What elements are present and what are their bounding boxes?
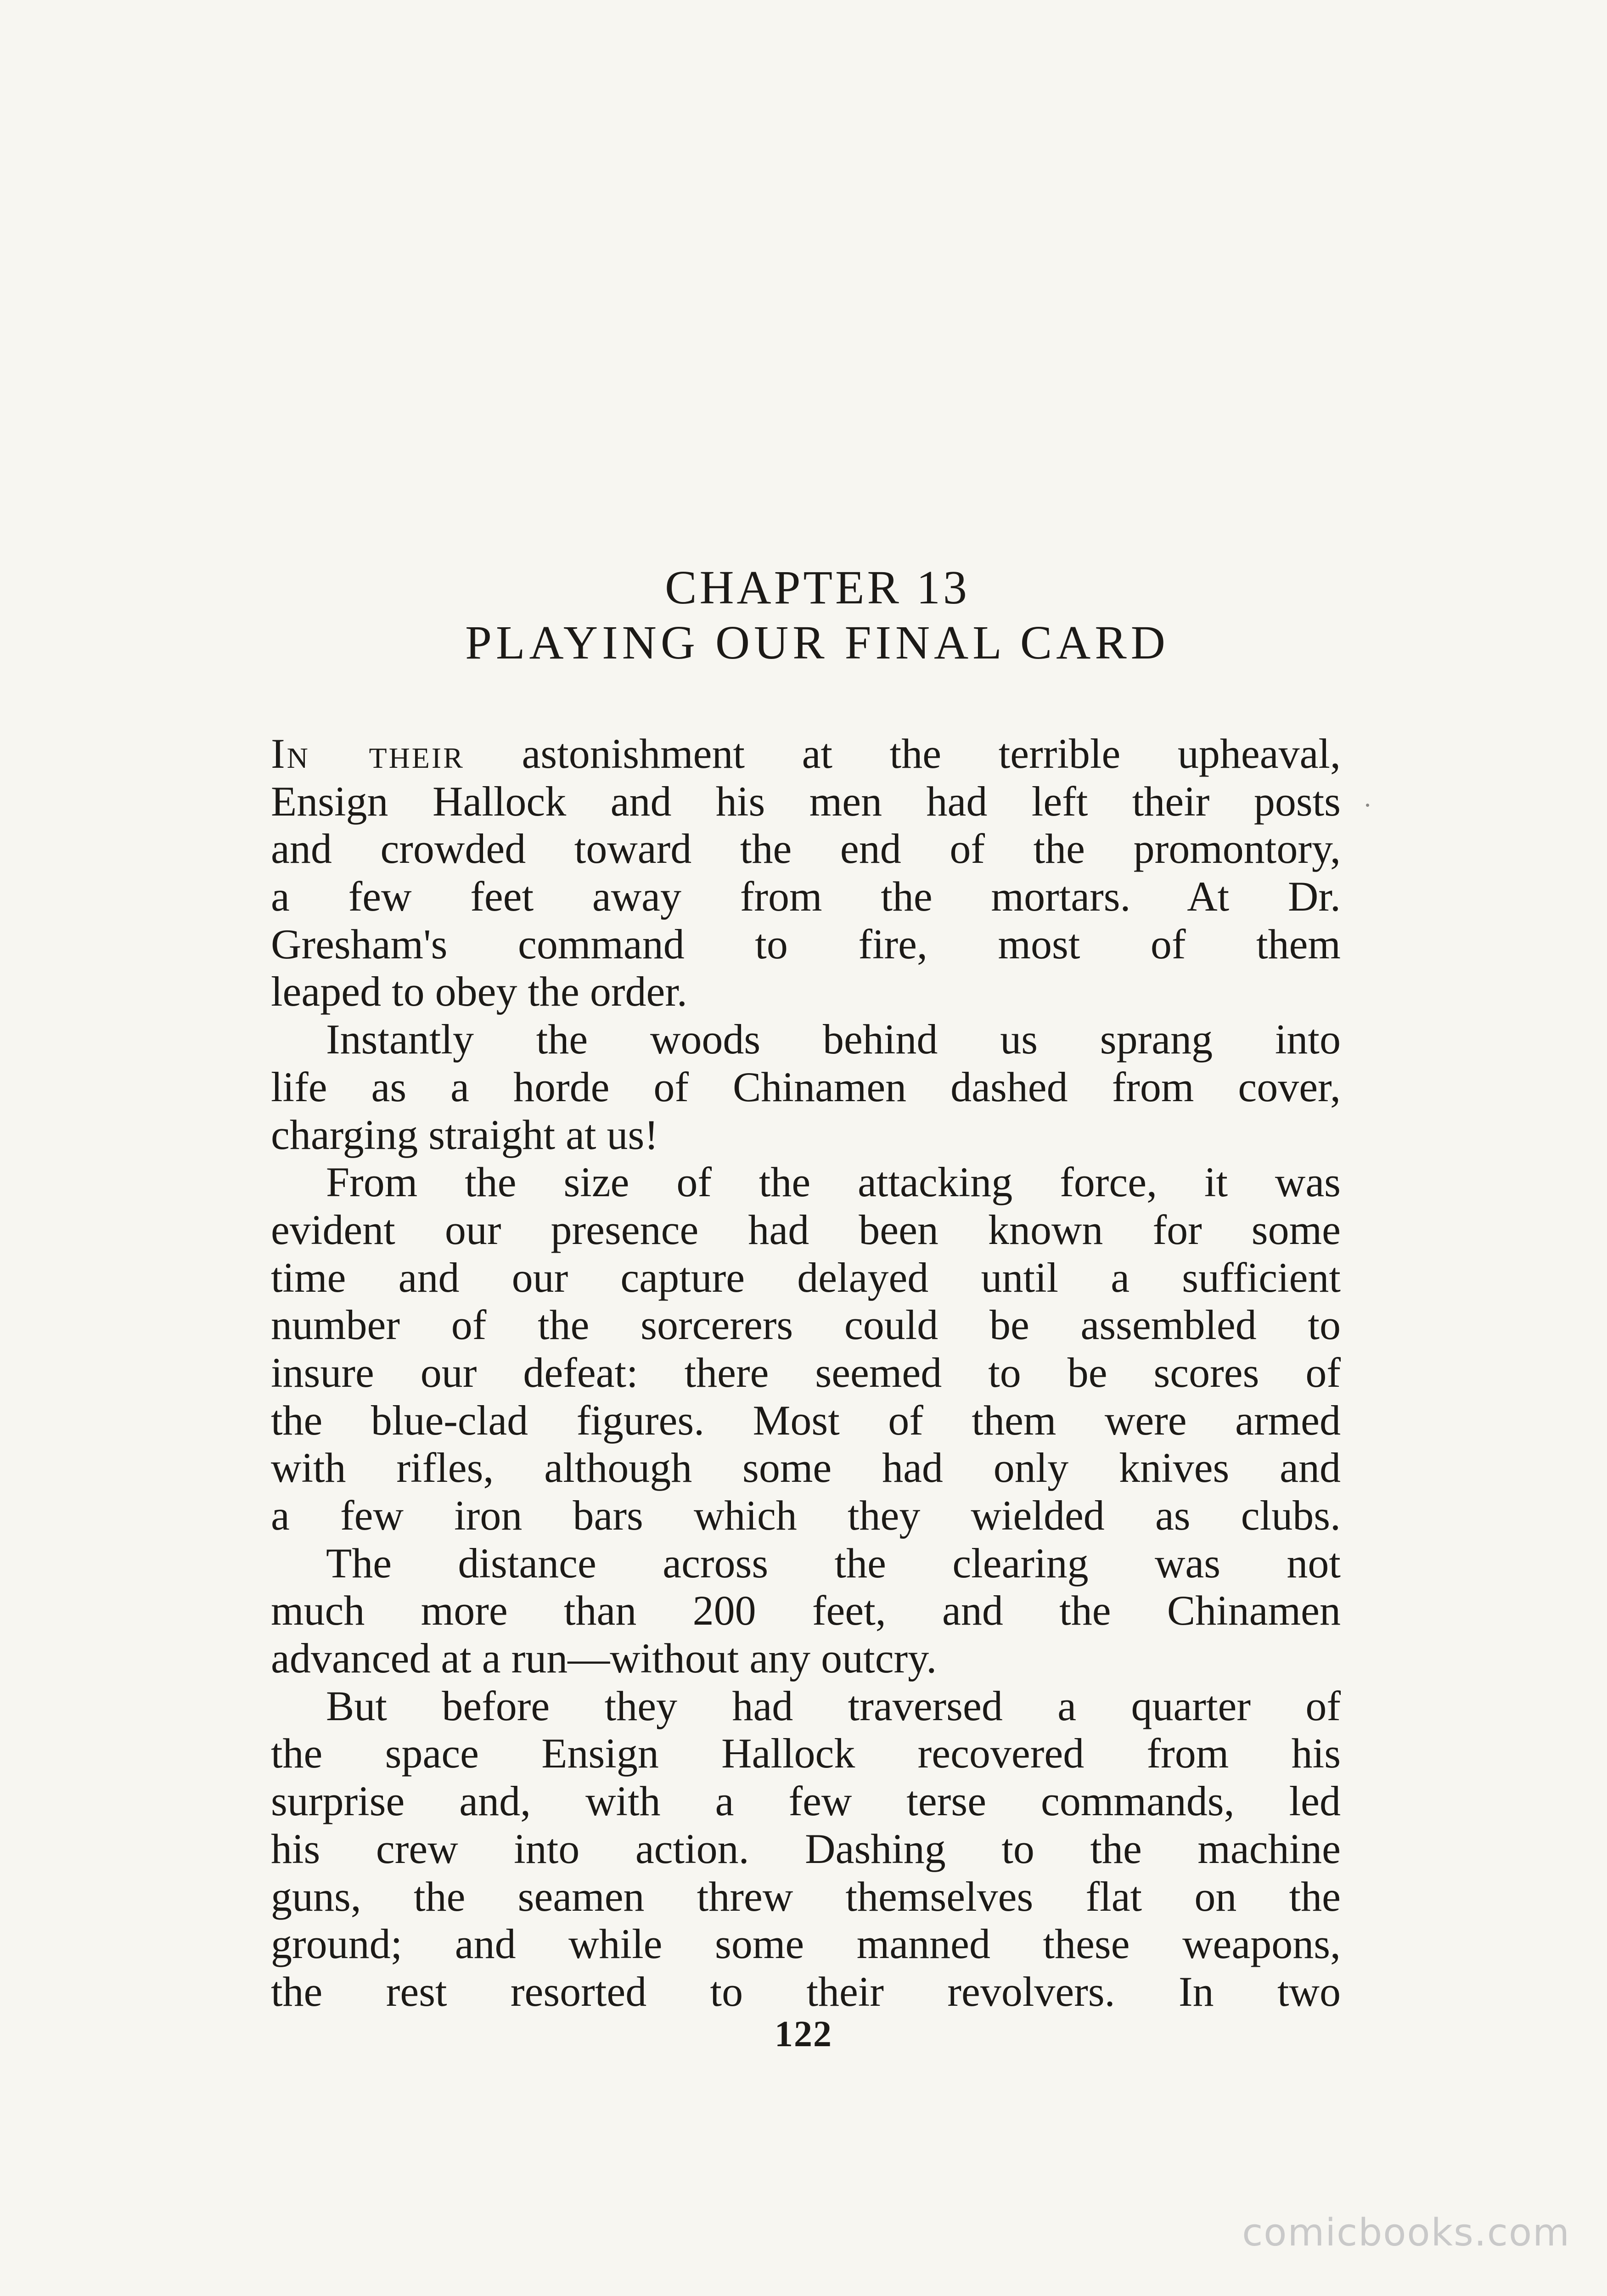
text-line: the blue-clad figures. Most of them were armed bbox=[271, 1396, 1341, 1444]
text-line: evident our presence had been known for some bbox=[271, 1206, 1341, 1253]
text-line: charging straight at us! bbox=[271, 1111, 658, 1158]
text-line: and crowded toward the end of the promontory, bbox=[271, 825, 1341, 872]
body-text bbox=[271, 730, 1341, 2016]
text-line: The distance across the clearing was not bbox=[326, 1539, 1341, 1587]
margin-speck bbox=[1366, 804, 1369, 807]
text-line: a few iron bars which they wielded as clubs. bbox=[271, 1492, 1341, 1539]
text-line: surprise and, with a few terse commands, led bbox=[271, 1778, 1341, 1825]
text-line: much more than 200 feet, and the Chinamen bbox=[271, 1587, 1341, 1634]
text-line: life as a horde of Chinamen dashed from cover, bbox=[271, 1063, 1341, 1110]
lead-in: In their bbox=[271, 730, 465, 777]
text-line: ground; and while some manned these weapons, bbox=[271, 1920, 1341, 1968]
text-line: guns, the seamen threw themselves flat on the bbox=[271, 1873, 1341, 1920]
chapter-heading bbox=[0, 560, 1607, 670]
text-line: In their astonishment at the terrible upheaval, bbox=[271, 730, 1341, 777]
text-line: Ensign Hallock and his men had left their posts bbox=[271, 777, 1341, 825]
text-line: From the size of the attacking force, it was bbox=[326, 1159, 1341, 1206]
text-line: the rest resorted to their revolvers. In two bbox=[271, 1968, 1341, 2015]
chapter-number: CHAPTER 13 bbox=[665, 561, 970, 614]
text-line: advanced at a run—without any outcry. bbox=[271, 1635, 937, 1682]
text-line: number of the sorcerers could be assembled to bbox=[271, 1301, 1341, 1349]
page-number: 122 bbox=[775, 2014, 832, 2054]
text-line: a few feet away from the mortars. At Dr. bbox=[271, 873, 1341, 920]
text-line: with rifles, although some had only knives and bbox=[271, 1444, 1341, 1491]
text-line: But before they had traversed a quarter of bbox=[326, 1682, 1341, 1729]
text-line: insure our defeat: there seemed to be scores of bbox=[271, 1349, 1341, 1396]
watermark: comicbooks.com bbox=[1242, 2211, 1570, 2255]
text-line: the space Ensign Hallock recovered from his bbox=[271, 1730, 1341, 1777]
chapter-title: PLAYING OUR FINAL CARD bbox=[465, 616, 1169, 669]
text-line: Instantly the woods behind us sprang into bbox=[326, 1016, 1341, 1063]
text-line: his crew into action. Dashing to the machine bbox=[271, 1825, 1341, 1872]
text-line: time and our capture delayed until a sufficient bbox=[271, 1254, 1341, 1301]
text-line: Gresham's command to fire, most of them bbox=[271, 920, 1341, 968]
text-line: leaped to obey the order. bbox=[271, 968, 687, 1015]
